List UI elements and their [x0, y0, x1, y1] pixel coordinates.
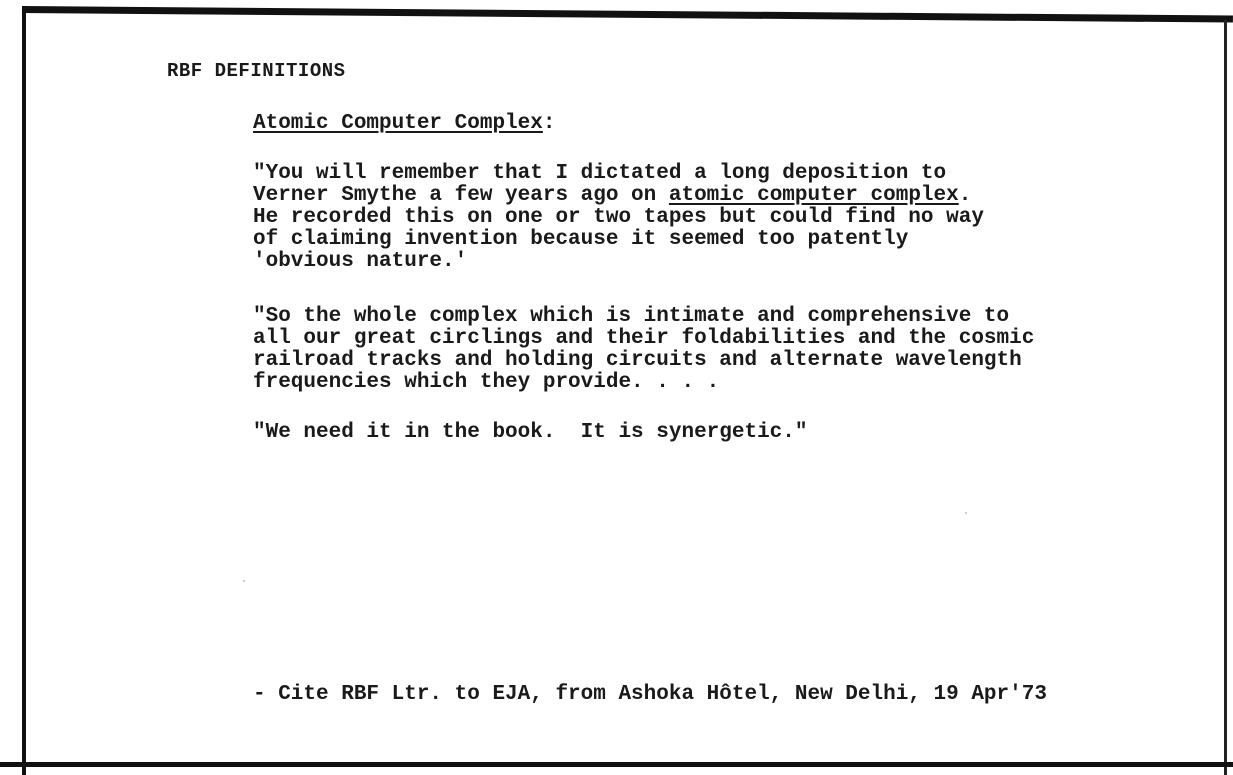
quote-line-text: .: [958, 184, 972, 207]
quote-paragraph-1: [253, 163, 984, 273]
card-border-right: [1224, 20, 1227, 775]
card-border-bottom: [0, 762, 1233, 767]
definition-term: [253, 112, 555, 135]
quote-line: 'obvious nature.': [253, 250, 468, 273]
quote-line: [253, 185, 984, 207]
quote-line: of claiming invention because it seemed too patently: [253, 228, 909, 251]
quote-line: frequencies which they provide. . . .: [253, 371, 720, 394]
quote-line: "You will remember that I dictated a long deposition to: [253, 162, 947, 185]
card-border-top: [22, 6, 1233, 23]
quote-line: "So the whole complex which is intimate and comprehensive to: [253, 305, 1010, 328]
definition-term-text: Atomic Computer Complex: [253, 112, 543, 135]
citation: - Cite RBF Ltr. to EJA, from Ashoka Hôtel, New Delhi, 19 Apr'73: [253, 683, 1047, 706]
quote-line: railroad tracks and holding circuits and alternate wavelength: [253, 349, 1022, 372]
paper-speck: [965, 512, 967, 514]
quote-paragraph-3: "We need it in the book. It is synergetic.": [253, 421, 808, 444]
quote-paragraph-2: [253, 306, 1034, 394]
quote-line: He recorded this on one or two tapes but could find no way: [253, 206, 984, 229]
quote-line: all our great circlings and their foldabilities and the cosmic: [253, 327, 1035, 350]
card-border-left: [22, 6, 26, 775]
definition-term-colon: :: [542, 112, 556, 135]
quote-line-text: Verner Smythe a few years ago on: [253, 184, 669, 207]
document-header: RBF DEFINITIONS: [167, 60, 346, 82]
underlined-phrase: atomic computer complex: [668, 184, 959, 207]
paper-speck: [243, 580, 245, 582]
